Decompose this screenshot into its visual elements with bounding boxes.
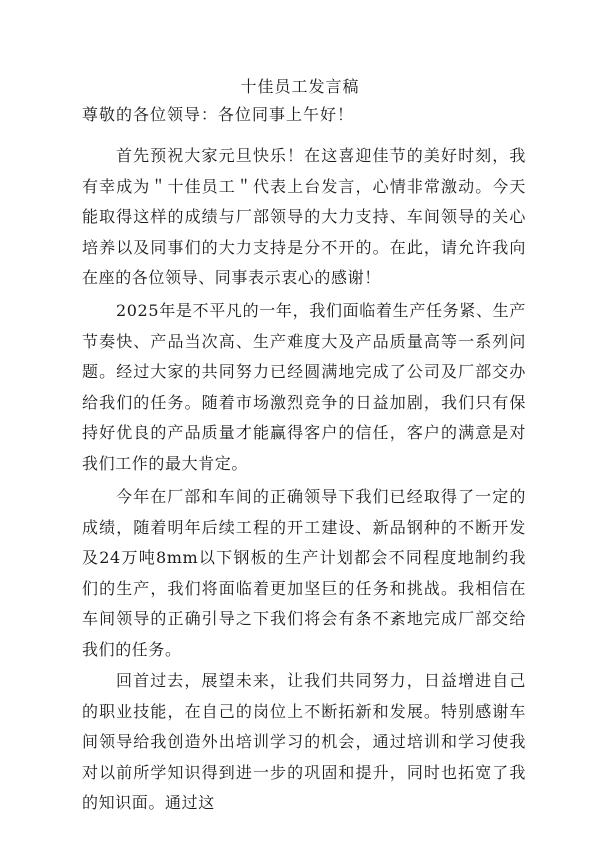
page-title: 十佳员工发言稿 [240, 77, 360, 96]
paragraph-3: 今年在厂部和车间的正确领导下我们已经取得了一定的成绩，随着明年后续工程的开工建设、新品钢种的不断开发及24万吨8mm以下钢板的生产计划都会不同程度地制约我们的生产，我们将面临着更加坚巨的任务和挑战。我相信在车间领导的正确引导之下我们将会有条不紊地完成厂部交给我们的任务。 [82, 487, 526, 659]
greeting-line: 尊敬的各位领导：各位同事上午好！ [82, 105, 355, 124]
paragraph-1: 首先预祝大家元旦快乐！在这喜迎佳节的美好时刻，我有幸成为＂十佳员工＂代表上台发言，心情非常激动。今天能取得这样的成绩与厂部领导的大力支持、车间领导的关心培养以及同事们的大力支持是分不开的。在此，请允许我向在座的各位领导、同事表示衷心的感谢！ [82, 146, 526, 287]
paragraph-2: 2025年是不平凡的一年，我们面临着生产任务紧、生产节奏快、产品当次高、生产难度大及产品质量高等一系列问题。经过大家的共同努力已经圆满地完成了公司及厂部交办给我们的任务。随着市场激烈竞争的日益加剧，我们只有保持好优良的产品质量才能赢得客户的信任，客户的满意是对我们工作的最大肯定。 [82, 301, 526, 473]
paragraph-4: 回首过去，展望未来，让我们共同努力，日益增进自己的职业技能，在自己的岗位上不断拓新和发展。特别感谢车间领导给我创造外出培训学习的机会，通过培训和学习使我对以前所学知识得到进一步的巩固和提升，同时也拓宽了我的知识面。通过这 [82, 671, 526, 812]
